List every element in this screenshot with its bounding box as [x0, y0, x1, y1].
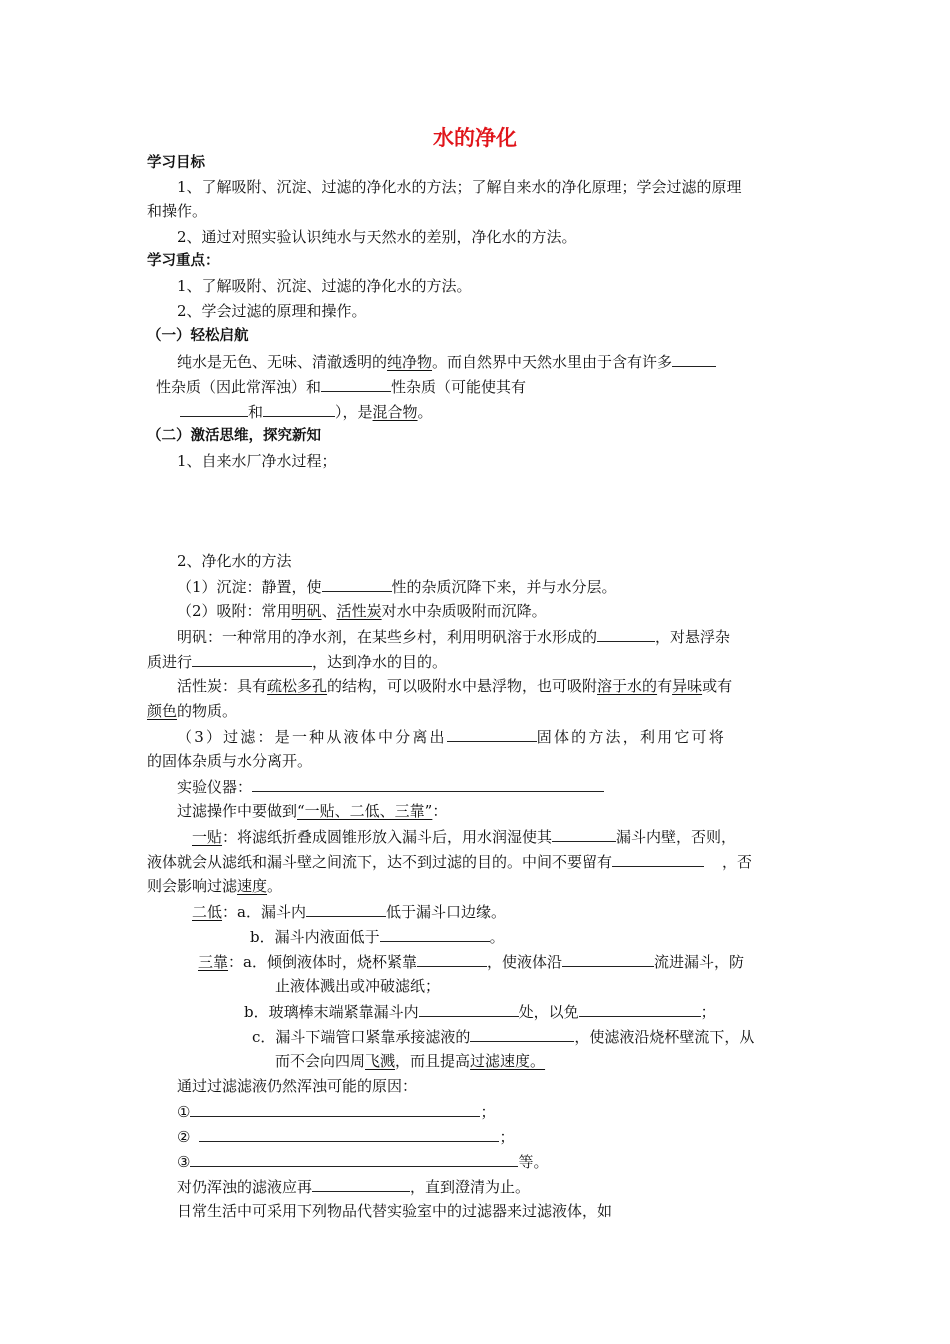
text: 有 [657, 677, 673, 695]
operation-line [177, 801, 447, 821]
text: ，对悬浮杂 [655, 628, 731, 646]
section-1-heading: （一）轻松启航 [147, 328, 249, 344]
term-alum: 明矾 [291, 602, 322, 620]
carbon-line-1 [177, 676, 732, 696]
text: 性杂质（因此常浑浊）和 [156, 378, 322, 396]
blank[interactable] [562, 951, 654, 967]
text: ： [432, 802, 448, 820]
term-speed: 速度 [237, 877, 268, 895]
blank[interactable] [419, 1001, 519, 1017]
text: ； [480, 1103, 496, 1121]
blank[interactable] [252, 776, 604, 792]
text: ，直到澄清为止。 [410, 1178, 531, 1196]
text: 过滤操作中要做到 [177, 802, 298, 820]
blank[interactable] [180, 401, 248, 417]
filtration-line-1 [177, 726, 726, 747]
blank[interactable] [192, 651, 312, 667]
one-paste-line-1 [192, 826, 736, 847]
text: 。 [267, 877, 283, 895]
text: 固体的方法，利用它可将 [536, 728, 726, 746]
blank[interactable] [322, 576, 392, 592]
term-mixture: 混合物 [372, 403, 418, 421]
blank[interactable] [321, 376, 391, 392]
text: 处，以免 [518, 1003, 579, 1021]
term-activated-carbon: 活性炭 [336, 602, 382, 620]
term-splash: 飞溅 [365, 1052, 396, 1070]
reason-3 [177, 1151, 548, 1172]
three-lean-line-4 [252, 1026, 754, 1047]
blank[interactable] [597, 626, 655, 642]
text: b．玻璃棒末端紧靠漏斗内 [244, 1003, 419, 1021]
item-1: 1、自来水厂净水过程； [177, 452, 337, 470]
blank[interactable] [312, 1176, 410, 1192]
key-point-2: 2、学会过滤的原理和操作。 [177, 302, 367, 320]
term-porous: 疏松多孔 [267, 677, 328, 695]
term-one-paste: 一贴 [192, 828, 223, 846]
reasons-heading: 通过过滤滤液仍然浑浊可能的原因： [177, 1077, 418, 1095]
text: ：a．倾倒液体时，烧杯紧靠 [228, 953, 417, 971]
text: ② [177, 1128, 191, 1146]
text: ，使液体沿 [486, 953, 562, 971]
goal-2: 2、通过对照实验认识纯水与天然水的差别，净化水的方法。 [177, 228, 577, 246]
blank[interactable] [552, 826, 616, 842]
two-low-line-1 [192, 901, 506, 922]
text: 对仍浑浊的滤液应再 [177, 1178, 313, 1196]
section-2-heading: （二）激活思维，探究新知 [147, 428, 321, 444]
blank[interactable] [447, 726, 537, 742]
one-paste-line-2 [147, 851, 752, 872]
text: 等。 [518, 1153, 549, 1171]
term-filter-speed: 过滤速度。 [470, 1052, 546, 1070]
goals-heading: 学习目标 [147, 155, 205, 171]
blank[interactable] [579, 1001, 701, 1017]
alum-line-1 [177, 626, 730, 647]
instruments-line [177, 776, 604, 797]
text: 明矾：一种常用的净水剂，在某些乡村，利用明矾溶于水形成的 [177, 628, 598, 646]
text: 漏斗内壁，否则， [616, 828, 737, 846]
text: （2）吸附：常用 [177, 602, 292, 620]
goal-1-line-2: 和操作。 [147, 202, 208, 220]
carbon-line-2 [147, 701, 237, 721]
text: c．漏斗下端管口紧靠承接滤液的 [252, 1028, 471, 1046]
blank[interactable] [190, 1101, 480, 1117]
text: 。 [417, 403, 433, 421]
text: 、 [321, 602, 337, 620]
three-lean-line-3 [244, 1001, 716, 1022]
key-point-1: 1、了解吸附、沉淀、过滤的净化水的方法。 [177, 277, 472, 295]
text: 性的杂质沉降下来，并与水分层。 [391, 578, 617, 596]
filtration-line-2: 的固体杂质与水分离开。 [147, 752, 313, 770]
term-three-lean: 三靠 [198, 953, 229, 971]
two-low-line-2 [250, 926, 505, 947]
reason-1 [177, 1101, 495, 1122]
text: 的结构，可以吸附水中悬浮物，也可吸附 [327, 677, 598, 695]
text: ：a．漏斗内 [222, 903, 306, 921]
term-pure-substance: 纯净物 [387, 353, 433, 371]
page-title: 水的净化 [433, 126, 517, 150]
text: 的物质。 [177, 702, 238, 720]
alum-line-2 [147, 651, 447, 672]
text: （3）过滤：是一种从液体中分离出 [177, 728, 447, 746]
text: 活性炭：具有 [177, 677, 268, 695]
blank[interactable] [306, 901, 386, 917]
text: ； [700, 1003, 716, 1021]
text: 液体就会从滤纸和漏斗壁之间流下，达不到过滤的目的。中间不要留有 [147, 853, 613, 871]
sedimentation-line [177, 576, 617, 597]
term-soluble: 溶于水的 [597, 677, 658, 695]
text: 对水中杂质吸附而沉降。 [381, 602, 547, 620]
blank[interactable] [672, 351, 716, 367]
text: 流进漏斗，防 [653, 953, 744, 971]
text: ； [499, 1128, 515, 1146]
blank[interactable] [199, 1126, 499, 1142]
blank[interactable] [380, 926, 490, 942]
blank[interactable] [470, 1026, 574, 1042]
text: ：将滤纸折叠成圆锥形放入漏斗后，用水润湿使其 [222, 828, 553, 846]
item-2: 2、净化水的方法 [177, 552, 292, 570]
blank[interactable] [263, 401, 335, 417]
text: 性杂质（可能使其有 [391, 378, 527, 396]
text: 低于漏斗口边缘。 [385, 903, 506, 921]
text: 纯水是无色、无味、清澈透明的 [177, 353, 388, 371]
section-1-line-2 [156, 376, 526, 397]
text: b．漏斗内液面低于 [250, 928, 380, 946]
text: ，达到净水的目的。 [312, 653, 448, 671]
text: 而不会向四周 [275, 1052, 366, 1070]
section-1-line-1 [177, 351, 716, 372]
text: ），是 [335, 403, 373, 421]
text: 质进行 [147, 653, 193, 671]
refilter-line [177, 1176, 530, 1197]
blank[interactable] [417, 951, 487, 967]
text: 实验仪器： [177, 778, 253, 796]
term-rules: “一贴、二低、三靠” [297, 802, 433, 820]
text: 或有 [702, 677, 733, 695]
one-paste-line-3 [147, 876, 282, 896]
daily-life-line: 日常生活中可采用下列物品代替实验室中的过滤器来过滤液体，如 [177, 1202, 613, 1220]
key-points-heading: 学习重点： [147, 253, 220, 269]
three-lean-line-5 [275, 1051, 545, 1071]
text: 。而自然界中天然水里由于含有许多 [432, 353, 673, 371]
text: 。 [489, 928, 505, 946]
reason-2 [177, 1126, 514, 1147]
blank[interactable] [190, 1151, 518, 1167]
text: ，而且提高 [395, 1052, 471, 1070]
term-two-low: 二低 [192, 903, 223, 921]
three-lean-line-2: 止液体溅出或冲破滤纸； [275, 977, 441, 995]
term-odor: 异味 [672, 677, 703, 695]
blank[interactable] [612, 851, 704, 867]
three-lean-line-1 [198, 951, 744, 972]
text: ③ [177, 1153, 191, 1171]
text: 则会影响过滤 [147, 877, 238, 895]
text: ，使滤液沿烧杯壁流下，从 [574, 1028, 755, 1046]
term-color: 颜色 [147, 702, 178, 720]
text: ，否 [722, 853, 753, 871]
text: ① [177, 1103, 191, 1121]
goal-1-line-1: 1、了解吸附、沉淀、过滤的净化水的方法；了解自来水的净化原理；学会过滤的原理 [177, 178, 742, 196]
section-1-line-3 [180, 401, 433, 422]
adsorption-line [177, 601, 547, 621]
text: 和 [248, 403, 264, 421]
text: （1）沉淀：静置，使 [177, 578, 322, 596]
